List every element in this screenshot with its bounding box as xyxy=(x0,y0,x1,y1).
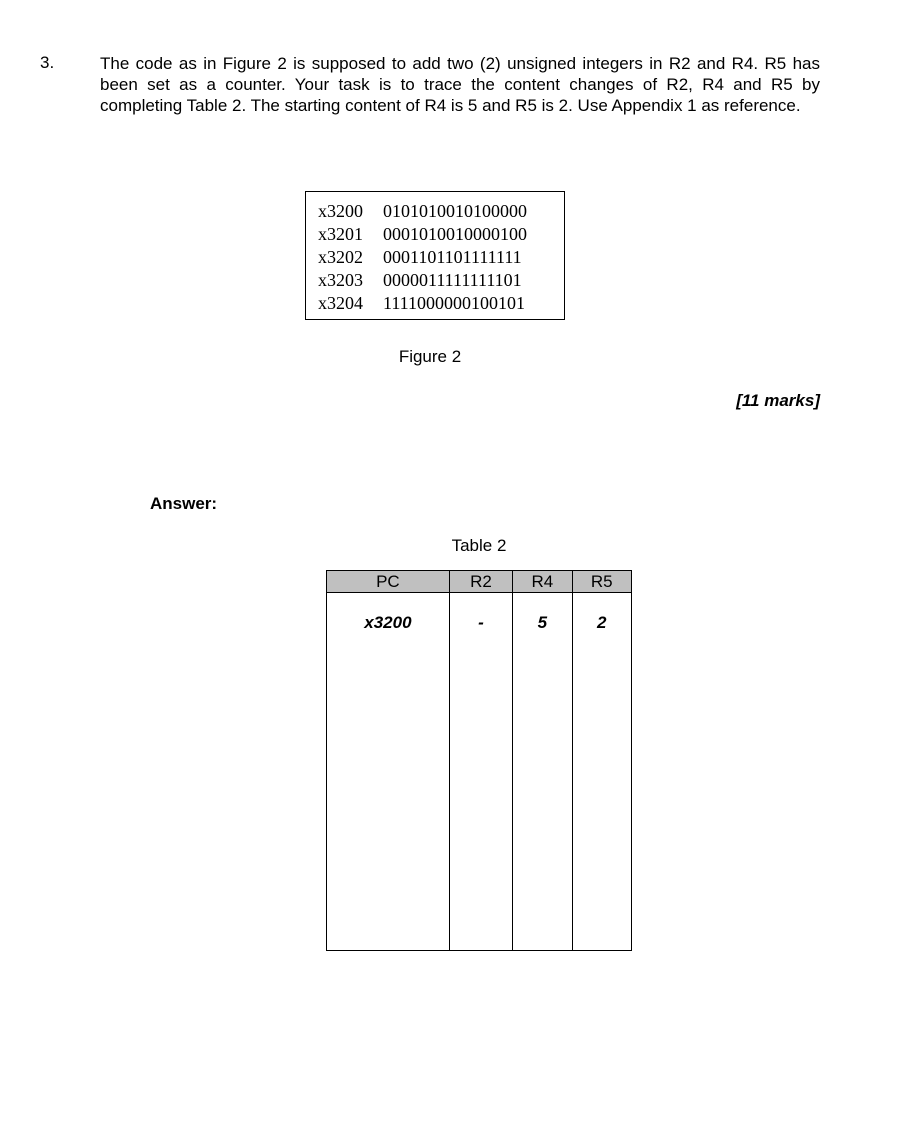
table-row xyxy=(327,593,632,654)
code-listing xyxy=(305,191,565,320)
code-address: x3204 xyxy=(318,293,363,313)
marks-label: [11 marks] xyxy=(736,391,820,410)
cell-r2: - xyxy=(449,593,512,654)
cell-r4: 5 xyxy=(513,593,572,654)
code-line xyxy=(318,269,564,292)
header-pc: PC xyxy=(327,571,450,593)
code-instruction: 0001101101111111 xyxy=(383,247,522,267)
code-address: x3201 xyxy=(318,224,363,244)
header-r2: R2 xyxy=(449,571,512,593)
table-header-row xyxy=(327,571,632,593)
answer-cell-pc[interactable] xyxy=(327,653,450,951)
code-instruction: 1111000000100101 xyxy=(383,293,525,313)
code-line xyxy=(318,246,564,269)
code-instruction: 0001010010000100 xyxy=(383,224,527,244)
code-address: x3200 xyxy=(318,201,363,221)
code-address: x3203 xyxy=(318,270,363,290)
cell-pc: x3200 xyxy=(327,593,450,654)
answer-label: Answer: xyxy=(150,494,218,513)
answer-cell-r5[interactable] xyxy=(572,653,631,951)
code-line xyxy=(318,292,564,315)
answer-cell-r2[interactable] xyxy=(449,653,512,951)
figure-caption: Figure 2 xyxy=(398,347,462,366)
trace-table xyxy=(326,570,632,951)
question-number: 3. xyxy=(40,53,55,72)
code-instruction: 0101010010100000 xyxy=(383,201,527,221)
question-text: The code as in Figure 2 is supposed to add two (2) unsigned integers in R2 and R4. R5 has been set as a counter. Your task is to trace the content changes of R2, R4 and R5 by completing Table 2. The starting content of R4 is 5 and R5 is 2. Use Appendix 1 as reference. xyxy=(100,54,820,115)
table-caption: Table 2 xyxy=(451,536,507,555)
code-line xyxy=(318,200,564,223)
answer-cell-r4[interactable] xyxy=(513,653,572,951)
code-line xyxy=(318,223,564,246)
code-instruction: 0000011111111101 xyxy=(383,270,522,290)
table-answer-space xyxy=(327,653,632,951)
code-address: x3202 xyxy=(318,247,363,267)
header-r5: R5 xyxy=(572,571,631,593)
header-r4: R4 xyxy=(513,571,572,593)
cell-r5: 2 xyxy=(572,593,631,654)
